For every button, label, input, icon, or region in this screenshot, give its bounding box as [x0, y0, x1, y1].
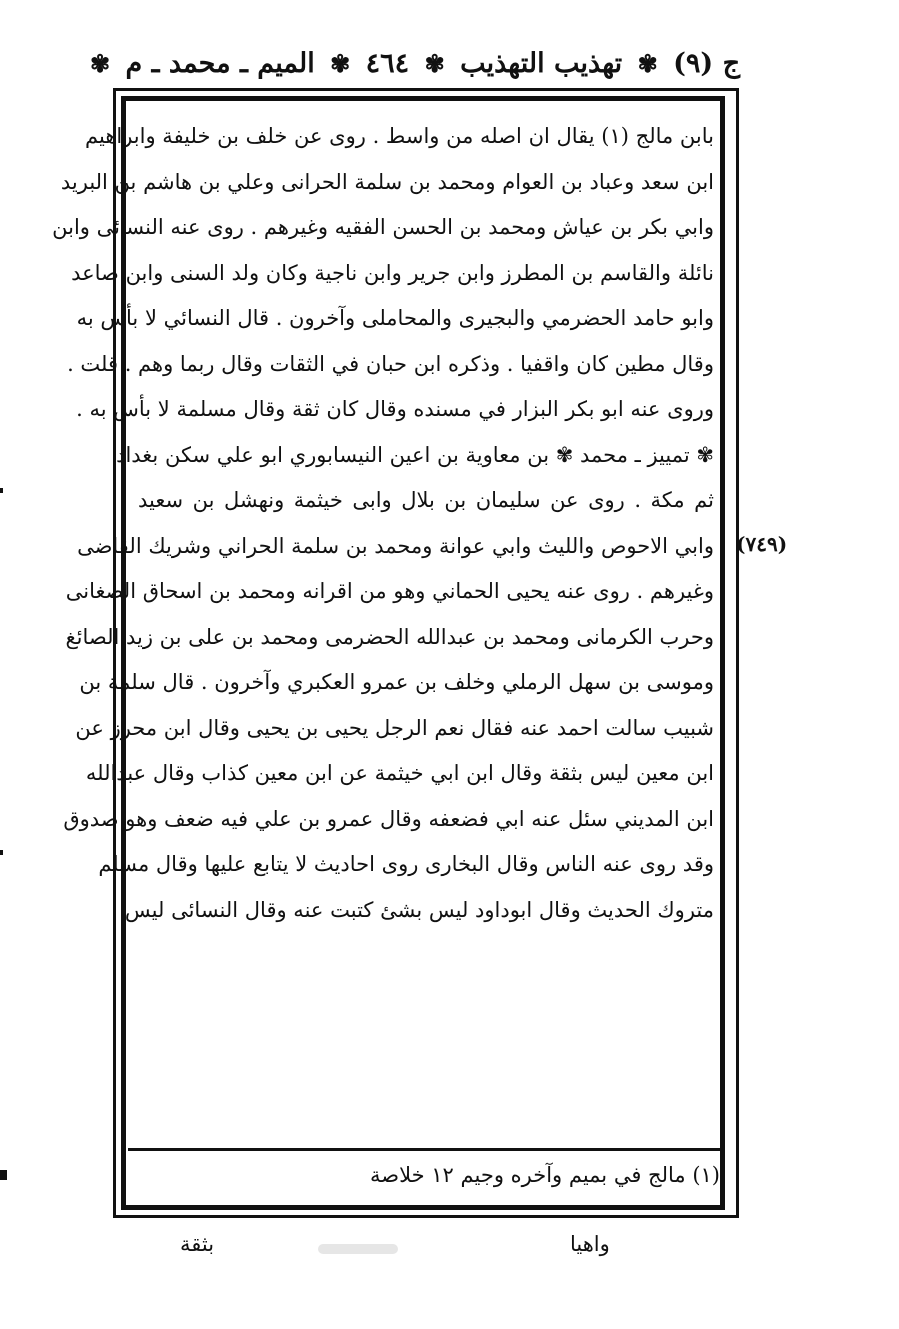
- volume-label: ج (٩): [673, 47, 740, 79]
- ink-smudge: [318, 1244, 398, 1254]
- text-line: ابن المديني سئل عنه ابي فضعفه وقال عمرو بن علي فيه ضعف وهو صدوق: [63, 806, 714, 831]
- text-line: وقال مطين كان واقفيا . وذكره ابن حبان في الثقات وقال ربما وهم . قلت .: [67, 351, 714, 376]
- text-line: وموسى بن سهل الرملي وخلف بن عمرو العكبري وآخرون . قال سلمة بن: [79, 670, 714, 694]
- footnote: (١) مالج في بميم وآخره وجيم ١٢ خلاصة: [370, 1163, 720, 1187]
- text-line: متروك الحديث وقال ابوداود ليس بشئ كتبت عنه وقال النسائى ليس: [124, 897, 714, 922]
- margin-mark: [0, 488, 3, 493]
- margin-mark: [0, 1170, 7, 1180]
- text-line: ابن معين ليس بثقة وقال ابن ابي خيثمة عن ابن معين كذاب وقال عبدالله: [85, 761, 714, 785]
- footnote-divider: [128, 1148, 722, 1151]
- text-line: ابن سعد وعباد بن العوام ومحمد بن سلمة الحرانى وعلي بن هاشم بن البريد: [60, 169, 714, 194]
- text-line: وابو حامد الحضرمي والبجيرى والمحاملى وآخرون . قال النسائي لا بأس به: [76, 306, 714, 330]
- ornament-icon: ✾: [89, 48, 111, 78]
- running-header: [89, 38, 740, 88]
- book-title: تهذيب التهذيب: [460, 47, 623, 79]
- text-line: وابي الاحوص والليث وابي عوانة ومحمد بن سلمة الحراني وشريك القاضى: [77, 533, 714, 558]
- text-line: وروى عنه ابو بكر البزار في مسنده وقال كان ثقة وقال مسلمة لا بأس به .: [76, 397, 714, 421]
- ornament-icon: ✾: [330, 48, 351, 78]
- ornament-icon: ✾: [637, 48, 658, 78]
- section-label: الميم ـ محمد ـ م: [125, 47, 315, 79]
- text-line: وقد روى عنه الناس وقال البخارى روى احاديث لا يتابع عليها وقال مسلم: [98, 852, 714, 876]
- text-line: نائلة والقاسم بن المطرز وابن جرير وابن ناجية وكان ولد السنى وابن صاعد: [71, 260, 714, 285]
- text-line: شبيب سالت احمد عنه فقال نعم الرجل يحيى بن يحيى وقال ابن محرز عن: [75, 715, 714, 740]
- text-line: ثم مكة . روى عن سليمان بن بلال وابى خيثمة ونهشل بن سعيد: [138, 488, 714, 512]
- entry-number: (٧٤٩): [736, 532, 788, 556]
- text-line: ✾ تمييز ـ محمد ✾ بن معاوية بن اعين النيسابوري ابو علي سكن بغداد: [116, 442, 714, 467]
- margin-mark: [0, 850, 3, 855]
- text-line: وحرب الكرمانى ومحمد بن عبدالله الحضرمى ومحمد بن على بن زيد الصائغ: [65, 624, 714, 649]
- catchword-left: بثقة: [180, 1232, 215, 1256]
- ornament-icon: ✾: [424, 48, 445, 78]
- body-text: [52, 114, 714, 933]
- catchword-right: واهيا: [570, 1232, 610, 1256]
- text-line: بابن مالج (١) يقال ان اصله من واسط . روى عن خلف بن خليفة وابراهيم: [85, 124, 714, 148]
- page-number: ٤٦٤: [365, 47, 410, 79]
- text-line: وابي بكر بن عياش ومحمد بن الحسن الفقيه وغيرهم . روى عنه النسائى وابن: [52, 215, 714, 239]
- text-line: وغيرهم . روى عنه يحيى الحماني وهو من اقرانه ومحمد بن اسحاق الصغانى: [65, 579, 714, 603]
